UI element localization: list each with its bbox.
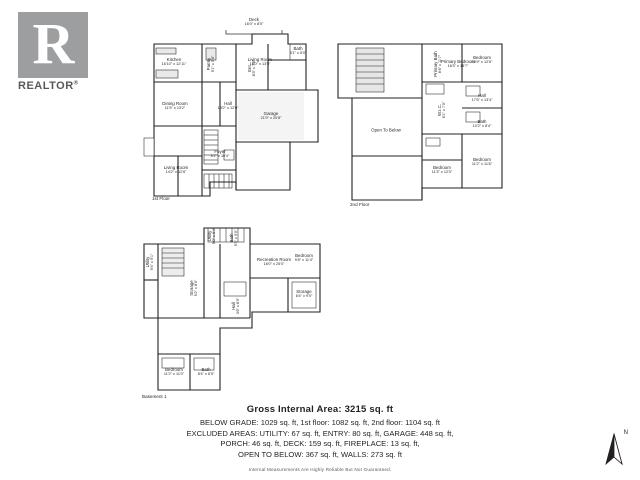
room-label: Garage 21'9" x 20'8" xyxy=(260,111,282,120)
open-to-below-line: OPEN TO BELOW: 367 sq. ft, WALLS: 273 sq. ft xyxy=(238,449,402,459)
room-label: Utility 9'4" x 9'1" xyxy=(145,253,154,271)
floor-caption: 2nd Floor xyxy=(350,202,370,207)
room-label: Living Room 14'2" x 12'6" xyxy=(163,165,189,174)
room-label: Storage 5'2" x 8'0" xyxy=(189,279,198,297)
below-grade-line: BELOW GRADE: 1029 sq. ft, 1st floor: 1082 sq. ft, 2nd floor: 1104 sq. ft xyxy=(199,418,441,427)
floor-caption: 1st Floor xyxy=(152,196,170,201)
measurement-disclaimer: Internal Measurements Are Highly Reliable But Not Guaranteed. xyxy=(248,467,392,472)
room-label: Ent. 8'3" x 7'6" xyxy=(247,59,256,77)
room-label: W.I.C. 6'1" x 7'0" xyxy=(437,101,446,119)
realtor-trademark: ® xyxy=(73,80,79,87)
compass-north-label: N xyxy=(623,430,628,436)
room-label: Bath 10'2" x 8'4" xyxy=(472,119,492,128)
room-label: Bedroom 10'9" x 12'6" xyxy=(471,55,493,64)
area-summary xyxy=(0,404,640,472)
room-label: Bath 5'1" x 5'0" xyxy=(289,46,307,55)
room-label: Recreation Room 16'0" x 25'0" xyxy=(256,257,292,266)
room-label: Primary Bath 8'6" x 11'7" xyxy=(433,51,442,77)
second-floor-plan xyxy=(330,38,510,210)
room-label: Bedroom 9'8" x 11'4" xyxy=(294,253,314,262)
basement-svg xyxy=(128,222,328,400)
room-label: Deck 16'0" x 8'5" xyxy=(244,17,264,26)
room-label: Primary Bedroom 16'3" x 15'7" xyxy=(440,59,476,68)
compass-needle-icon xyxy=(600,432,628,466)
room-label: Storage 6'4" x 9'0" xyxy=(295,289,313,298)
room-label: Dining Room 11'9" x 13'2" xyxy=(162,101,188,110)
room-label: Pantry 5'1" x 5'6" xyxy=(206,55,215,73)
room-label: Hall 3'6" x 8'0" xyxy=(231,297,240,315)
first-floor-svg xyxy=(140,30,325,205)
gross-internal-area: Gross Internal Area: 3215 sq. ft xyxy=(246,404,394,415)
realtor-logo-wordmark xyxy=(18,80,79,92)
floor-caption: Basement 1 xyxy=(142,394,167,399)
basement-plan xyxy=(128,222,328,400)
compass-rose xyxy=(600,432,628,466)
room-label: Bedroom 11'3" x 12'0" xyxy=(431,165,453,174)
realtor-logo xyxy=(10,12,106,108)
room-label: Utility 5'0" x 6'4" xyxy=(207,227,216,245)
room-label: Bedroom 11'2" x 11'0" xyxy=(163,367,185,376)
room-label: Open To Below xyxy=(371,127,401,133)
room-label: Living Room 16'0" x 13'5" xyxy=(247,57,273,66)
excluded-areas-line: EXCLUDED AREAS: UTILITY: 67 sq. ft, ENTRY: 80 sq. ft, GARAGE: 448 sq. ft, xyxy=(186,428,454,438)
first-floor-plan xyxy=(140,17,325,205)
second-floor-svg xyxy=(330,38,510,210)
room-label: Bath 5'3" x 9'0" xyxy=(229,229,238,247)
room-label: Kitchen 16'10" x 12'11" xyxy=(161,57,187,66)
room-label: Bedroom 11'2" x 11'6" xyxy=(471,157,493,166)
room-label: Bath 8'4" x 6'5" xyxy=(197,367,215,376)
room-label: Foyer 8'2" x 10'4" xyxy=(210,149,230,158)
realtor-logo-letter: R xyxy=(32,11,74,76)
room-label: Hall 13'2" x 12'0" xyxy=(217,101,239,110)
realtor-wordmark-text: REALTOR xyxy=(18,80,74,92)
porch-deck-line: PORCH: 46 sq. ft, DECK: 159 sq. ft, FIREPLACE: 13 sq. ft, xyxy=(220,439,420,448)
room-label: Hall 17'6" x 13'4" xyxy=(471,93,493,102)
